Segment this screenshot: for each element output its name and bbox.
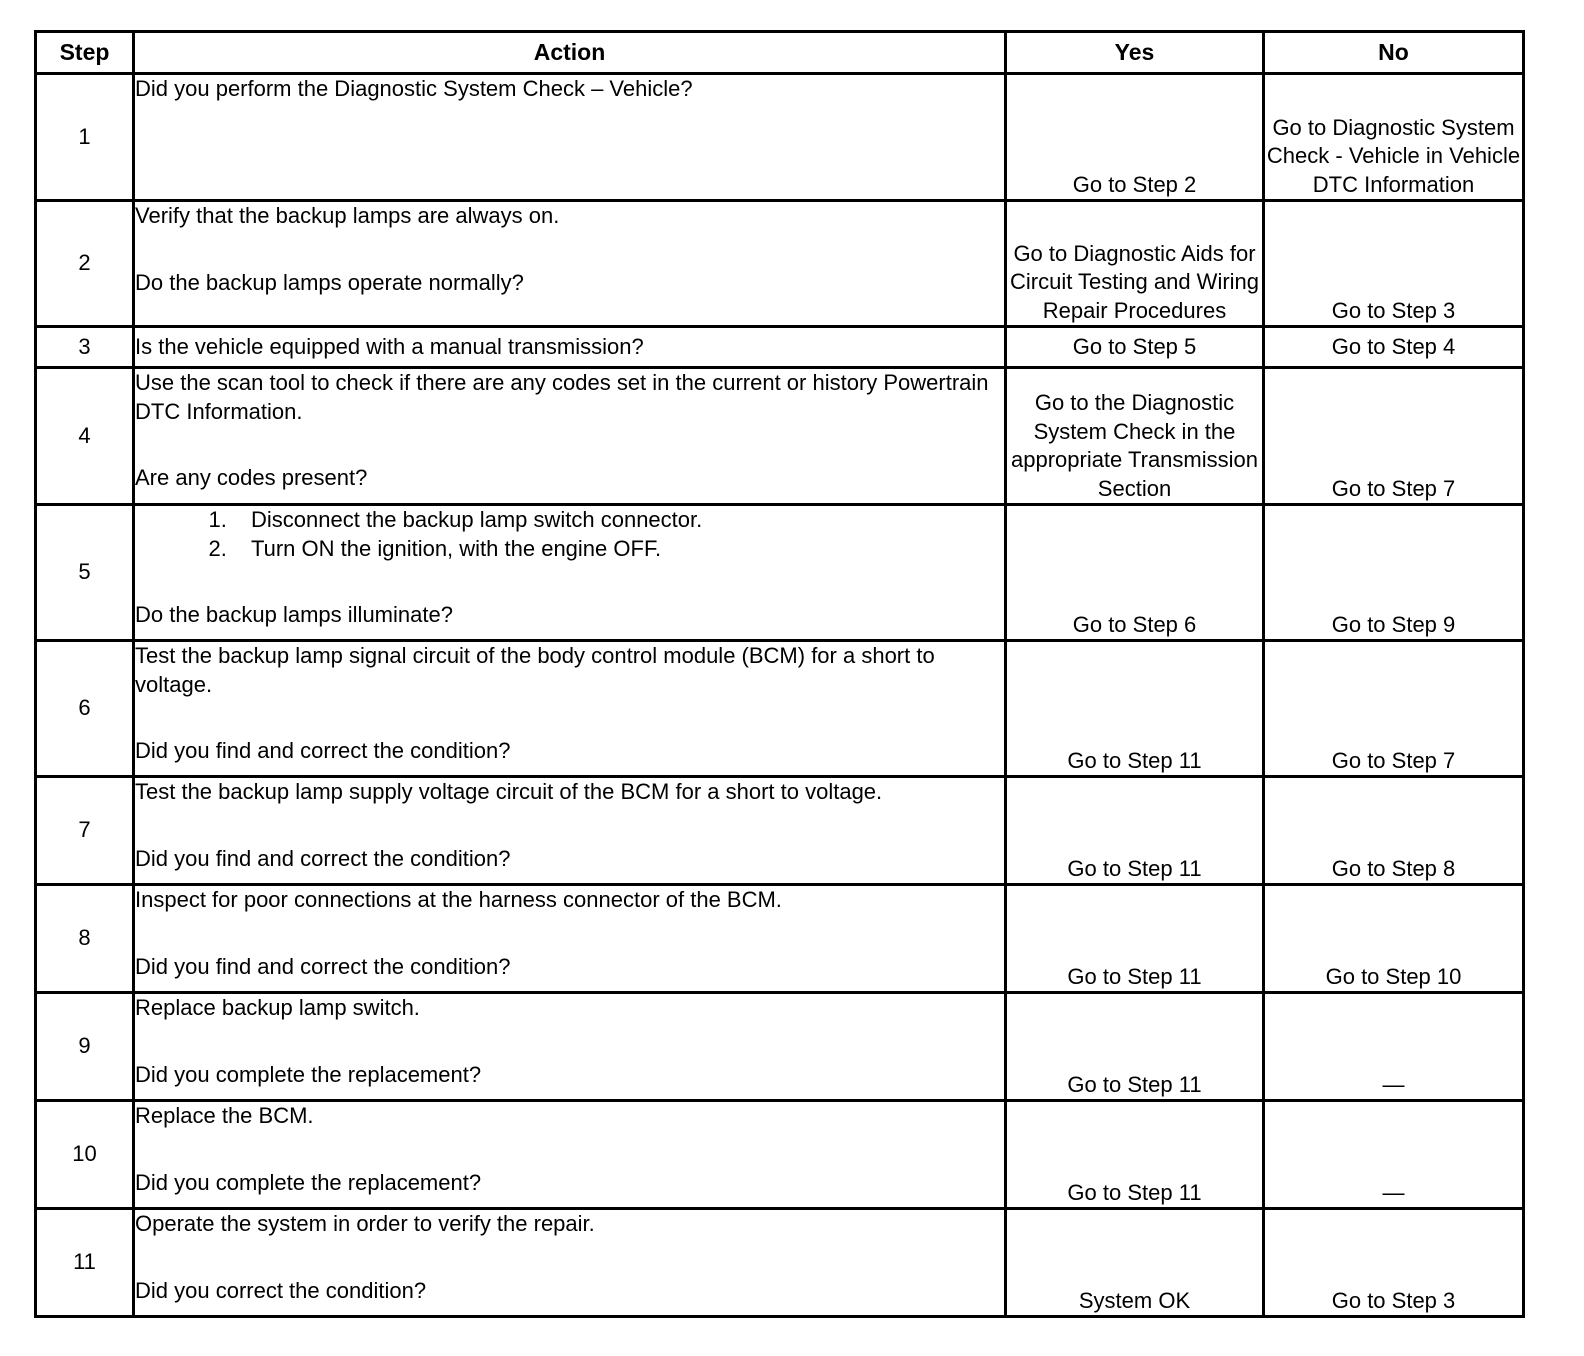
step-number: 4 (36, 368, 134, 505)
action-text: Is the vehicle equipped with a manual transmission? (135, 333, 644, 359)
yes-cell: System OK (1006, 1209, 1264, 1317)
diagnostic-table (34, 30, 1525, 1318)
yes-cell: Go to Step 11 (1006, 1101, 1264, 1209)
step-number: 11 (36, 1209, 134, 1317)
action-cell (134, 505, 1006, 641)
instruction-item: 1. Disconnect the backup lamp switch connector. (233, 506, 1004, 535)
table-row (36, 993, 1524, 1101)
header-no: No (1264, 32, 1524, 74)
yes-cell: Go to Step 6 (1006, 505, 1264, 641)
no-cell: Go to Step 4 (1264, 327, 1524, 368)
table-row (36, 1101, 1524, 1209)
action-question: Do the backup lamps operate normally? (135, 269, 524, 295)
action-text: Test the backup lamp supply voltage circuit of the BCM for a short to voltage. (135, 779, 883, 804)
step-number: 5 (36, 505, 134, 641)
action-cell (134, 641, 1006, 777)
table-row (36, 74, 1524, 201)
table-row (36, 1209, 1524, 1317)
action-question: Do the backup lamps illuminate? (135, 602, 453, 627)
step-number: 10 (36, 1101, 134, 1209)
yes-cell: Go to Step 2 (1006, 74, 1264, 201)
action-text: Replace the BCM. (135, 1103, 314, 1128)
action-cell (134, 1209, 1006, 1317)
action-question: Did you find and correct the condition? (135, 738, 511, 763)
action-cell (134, 885, 1006, 993)
action-text: Replace backup lamp switch. (135, 995, 420, 1020)
no-cell: Go to Step 8 (1264, 777, 1524, 885)
action-question: Did you complete the replacement? (135, 1061, 482, 1087)
header-row (36, 32, 1524, 74)
action-text: Did you perform the Diagnostic System Check – Vehicle? (135, 76, 693, 101)
action-text: Test the backup lamp signal circuit of the body control module (BCM) for a short to voltage. (135, 643, 935, 697)
action-text: Operate the system in order to verify the repair. (135, 1211, 595, 1236)
yes-cell: Go to Step 11 (1006, 777, 1264, 885)
step-number: 9 (36, 993, 134, 1101)
no-cell: — (1264, 1101, 1524, 1209)
yes-cell: Go to Step 11 (1006, 641, 1264, 777)
table-row (36, 641, 1524, 777)
action-cell (134, 327, 1006, 368)
action-text: Inspect for poor connections at the harness connector of the BCM. (135, 887, 782, 912)
table-row (36, 368, 1524, 505)
action-cell (134, 777, 1006, 885)
action-cell (134, 74, 1006, 201)
action-question: Did you complete the replacement? (135, 1169, 482, 1195)
no-cell: Go to Diagnostic System Check - Vehicle in Vehicle DTC Information (1264, 74, 1524, 201)
no-cell: Go to Step 9 (1264, 505, 1524, 641)
instruction-item: 2. Turn ON the ignition, with the engine OFF. (233, 535, 1004, 564)
step-number: 7 (36, 777, 134, 885)
step-number: 8 (36, 885, 134, 993)
no-cell: Go to Step 10 (1264, 885, 1524, 993)
action-question: Are any codes present? (135, 465, 368, 490)
action-text: Use the scan tool to check if there are any codes set in the current or history Powertrain DTC Information. (135, 370, 989, 424)
action-cell (134, 368, 1006, 505)
action-question: Did you find and correct the condition? (135, 953, 511, 979)
no-cell: Go to Step 7 (1264, 368, 1524, 505)
step-number: 1 (36, 74, 134, 201)
table-row (36, 201, 1524, 327)
action-question: Did you find and correct the condition? (135, 845, 511, 871)
yes-cell: Go to Step 11 (1006, 885, 1264, 993)
action-cell (134, 201, 1006, 327)
step-number: 2 (36, 201, 134, 327)
step-number: 6 (36, 641, 134, 777)
table-row (36, 327, 1524, 368)
yes-cell: Go to Diagnostic Aids for Circuit Testing and Wiring Repair Procedures (1006, 201, 1264, 327)
table-row (36, 885, 1524, 993)
yes-cell: Go to Step 5 (1006, 327, 1264, 368)
table-row (36, 777, 1524, 885)
no-cell: Go to Step 7 (1264, 641, 1524, 777)
action-cell (134, 993, 1006, 1101)
header-yes: Yes (1006, 32, 1264, 74)
no-cell: Go to Step 3 (1264, 201, 1524, 327)
yes-cell: Go to the Diagnostic System Check in the appropriate Transmission Section (1006, 368, 1264, 505)
no-cell: Go to Step 3 (1264, 1209, 1524, 1317)
action-question: Did you correct the condition? (135, 1277, 427, 1303)
action-cell (134, 1101, 1006, 1209)
step-number: 3 (36, 327, 134, 368)
header-step: Step (36, 32, 134, 74)
action-text: Verify that the backup lamps are always on. (135, 203, 560, 228)
instruction-list (135, 506, 1004, 563)
header-action: Action (134, 32, 1006, 74)
no-cell: — (1264, 993, 1524, 1101)
table-row (36, 505, 1524, 641)
yes-cell: Go to Step 11 (1006, 993, 1264, 1101)
